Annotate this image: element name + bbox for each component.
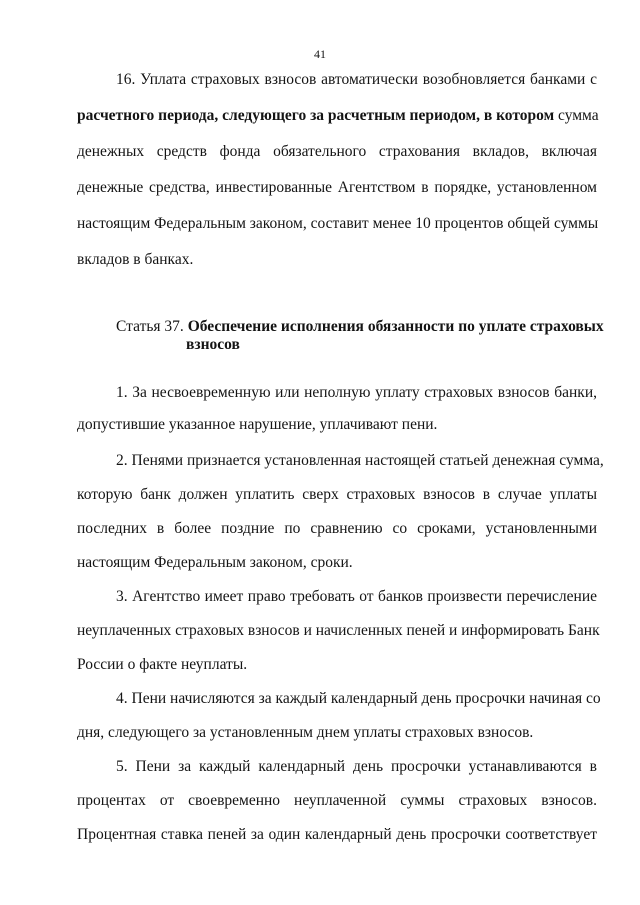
page-number: 41	[314, 47, 326, 61]
paragraph-16-line-6: вкладов в банках.	[77, 251, 194, 268]
paragraph-16-line-2-bold: расчетного периода, следующего за расчетным периодом, в котором	[77, 107, 555, 124]
item-5-line-1: 5. Пени за каждый календарный день просрочки устанавливаются в	[116, 758, 597, 775]
item-2-line-3	[77, 519, 597, 539]
article-heading	[116, 317, 604, 337]
item-3-line-1: 3. Агентство имеет право требовать от банков произвести перечисление	[116, 588, 597, 605]
paragraph-16-line-5: настоящим Федеральным законом, составит менее 10 процентов общей суммы	[77, 215, 599, 232]
item-2-line-1: 2. Пенями признается установленная настоящей статьей денежная сумма,	[116, 452, 604, 469]
item-2-line-2: которую банк должен уплатить сверх страховых взносов в случае уплаты	[77, 486, 597, 503]
item-5-line-3: Процентная ставка пеней за один календарный день просрочки соответствует	[77, 826, 597, 843]
article-label: Статья 37.	[116, 318, 188, 335]
paragraph-16-line-2-rest: сумма	[554, 107, 599, 124]
article-title-line-2: взносов	[186, 336, 240, 353]
paragraph-16-line-3: денежных средств фонда обязательного страхования вкладов, включая	[77, 143, 597, 160]
paragraph-16-line-4: денежные средства, инвестированные Агентством в порядке, установленном	[77, 179, 597, 196]
item-1-line-2: допустившие указанное нарушение, уплачивают пени.	[77, 416, 438, 433]
item-5-line-2: процентах от своевременно неуплаченной суммы страховых взносов.	[77, 792, 597, 809]
item-1-line-1: 1. За несвоевременную или неполную уплату страховых взносов банки,	[116, 384, 597, 401]
item-3-line-3: России о факте неуплаты.	[77, 656, 248, 673]
paragraph-16-line-1: 16. Уплата страховых взносов автоматически возобновляется банками с	[116, 71, 597, 88]
item-3-line-2: неуплаченных страховых взносов и начисленных пеней и информировать Банк	[77, 622, 600, 639]
item-4-line-2: дня, следующего за установленным днем уплаты страховых взносов.	[77, 724, 534, 741]
article-title-line-1: Обеспечение исполнения обязанности по уплате страховых	[187, 318, 604, 335]
item-2-line-3-text: последних в более поздние по сравнению со сроками, установленными	[77, 520, 597, 537]
paragraph-16-line-2	[77, 106, 597, 126]
item-2-line-4: настоящим Федеральным законом, сроки.	[77, 554, 353, 571]
item-4-line-1: 4. Пени начисляются за каждый календарный день просрочки начиная со	[116, 690, 601, 707]
